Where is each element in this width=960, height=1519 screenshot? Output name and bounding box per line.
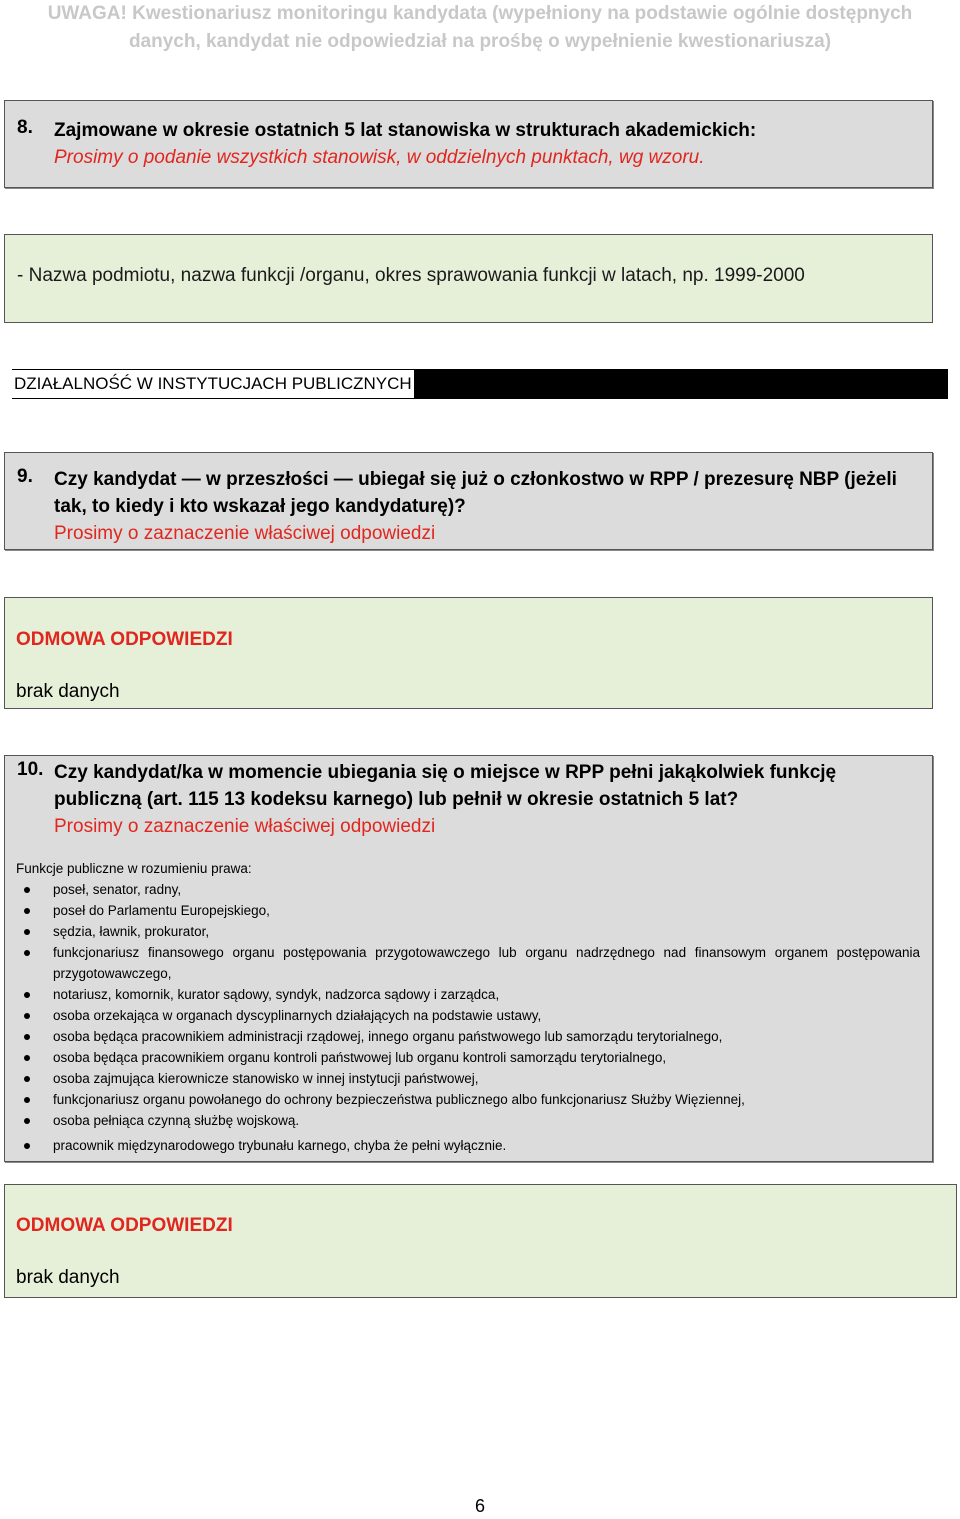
list-item: osoba zajmująca kierownicze stanowisko w innej instytucji państwowej, [16, 1068, 920, 1089]
question-note: Prosimy o zaznaczenie właściwej odpowiedzi [54, 523, 436, 544]
list-item: osoba orzekająca w organach dyscyplinarnych działających na podstawie ustawy, [16, 1005, 920, 1026]
question-text: Czy kandydat — w przeszłości — ubiegał się już o członkostwo w RPP / prezesurę NBP (jeżeli tak, to kiedy i kto wskazał jego kandydaturę)? [54, 469, 897, 517]
list-item: sędzia, ławnik, prokurator, [16, 921, 920, 942]
warning-line-1: UWAGA! Kwestionariusz monitoringu kandydata (wypełniony na podstawie ogólnie dostępnych [47, 3, 913, 24]
question-text: Zajmowane w okresie ostatnich 5 lat stanowiska w strukturach akademickich: [54, 120, 757, 141]
warning-header [0, 0, 960, 62]
question-number: 10. [17, 759, 44, 780]
question-9-box [4, 452, 933, 550]
answer-value: brak danych [16, 1267, 120, 1288]
list-item: poseł, senator, radny, [16, 879, 920, 900]
page-number: 6 [474, 1496, 485, 1516]
list-item: osoba będąca pracownikiem administracji rządowej, innego organu państwowego lub samorządu terytorialnego, [16, 1026, 920, 1047]
answer-8-box [4, 234, 933, 323]
question-note: Prosimy o podanie wszystkich stanowisk, w oddzielnych punktach, wg wzoru. [54, 147, 705, 168]
question-note: Prosimy o zaznaczenie właściwej odpowiedzi [54, 816, 436, 837]
question-text: Czy kandydat/ka w momencie ubiegania się o miejsce w RPP pełni jakąkolwiek funkcję publiczną (art. 115 13 kodeksu karnego) lub pełnił w okresie ostatnich 5 lat? [54, 762, 837, 810]
list-item: osoba pełniąca czynną służbę wojskową. [16, 1110, 920, 1131]
question-number: 8. [17, 117, 33, 138]
question-8-box [4, 100, 933, 188]
list-item: poseł do Parlamentu Europejskiego, [16, 900, 920, 921]
functions-intro: Funkcje publiczne w rozumieniu prawa: [16, 861, 252, 876]
answer-value: brak danych [16, 681, 120, 702]
question-number: 9. [17, 466, 33, 487]
answer-9-box [4, 597, 933, 709]
section-header [12, 369, 948, 399]
answer-10-box [4, 1184, 957, 1298]
list-item: funkcjonariusz finansowego organu postępowania przygotowawczego lub organu nadrzędnego nad finansowym organem postępowania przygotowawczego, [16, 942, 920, 984]
section-title: DZIAŁALNOŚĆ W INSTYTUCJACH PUBLICZNYCH [12, 370, 414, 398]
question-10-box [4, 755, 933, 1162]
refusal-label: ODMOWA ODPOWIEDZI [16, 629, 233, 650]
list-item: osoba będąca pracownikiem organu kontroli państwowej lub organu kontroli samorządu terytorialnego, [16, 1047, 920, 1068]
warning-line-2: danych, kandydat nie odpowiedział na prośbę o wypełnienie kwestionariusza) [128, 31, 832, 52]
refusal-label: ODMOWA ODPOWIEDZI [16, 1215, 233, 1236]
list-item: funkcjonariusz organu powołanego do ochrony bezpieczeństwa publicznego albo funkcjonariusz Służby Więziennej, [16, 1089, 920, 1110]
list-item: notariusz, komornik, kurator sądowy, syndyk, nadzorca sądowy i zarządca, [16, 984, 920, 1005]
answer-template-text: - Nazwa podmiotu, nazwa funkcji /organu, okres sprawowania funkcji w latach, np. 1999-2000 [17, 265, 805, 286]
public-functions-list [16, 879, 920, 1156]
list-item: pracownik międzynarodowego trybunału karnego, chyba że pełni wyłącznie. [16, 1135, 920, 1156]
